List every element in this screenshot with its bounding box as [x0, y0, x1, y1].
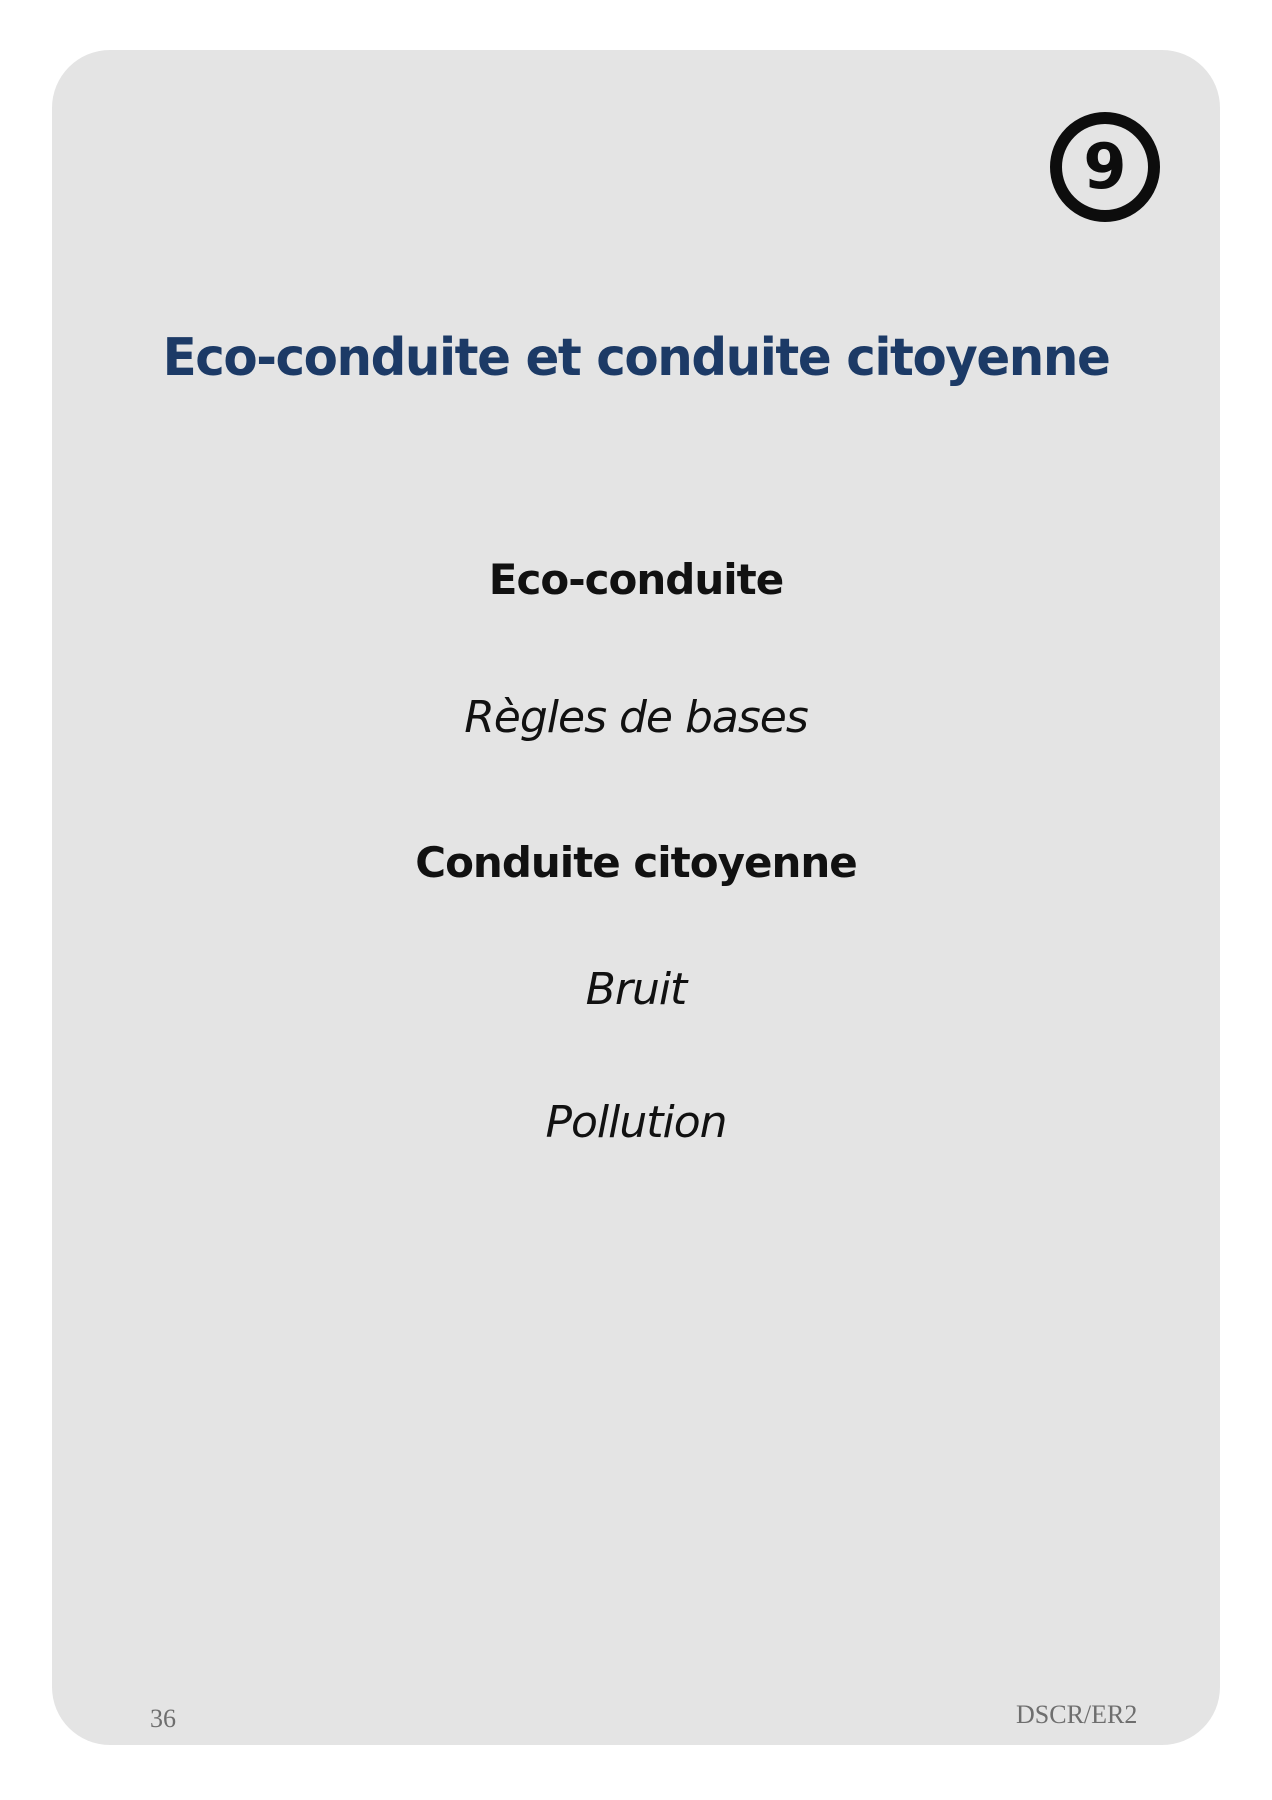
toc-item-regles-de-bases: Règles de bases [464, 692, 808, 743]
toc-item-conduite-citoyenne: Conduite citoyenne [415, 838, 857, 887]
slide-card [52, 50, 1220, 1745]
footer-reference: DSCR/ER2 [1016, 1700, 1138, 1729]
slide-title: Eco-conduite et conduite citoyenne [162, 328, 1110, 388]
toc-item-bruit: Bruit [585, 964, 687, 1015]
page-number-badge [1050, 112, 1160, 222]
toc-item-pollution: Pollution [545, 1097, 727, 1148]
toc-item-eco-conduite: Eco-conduite [488, 555, 784, 604]
page-number-badge-value: 9 [1083, 130, 1127, 203]
footer-page-number: 36 [150, 1704, 176, 1733]
